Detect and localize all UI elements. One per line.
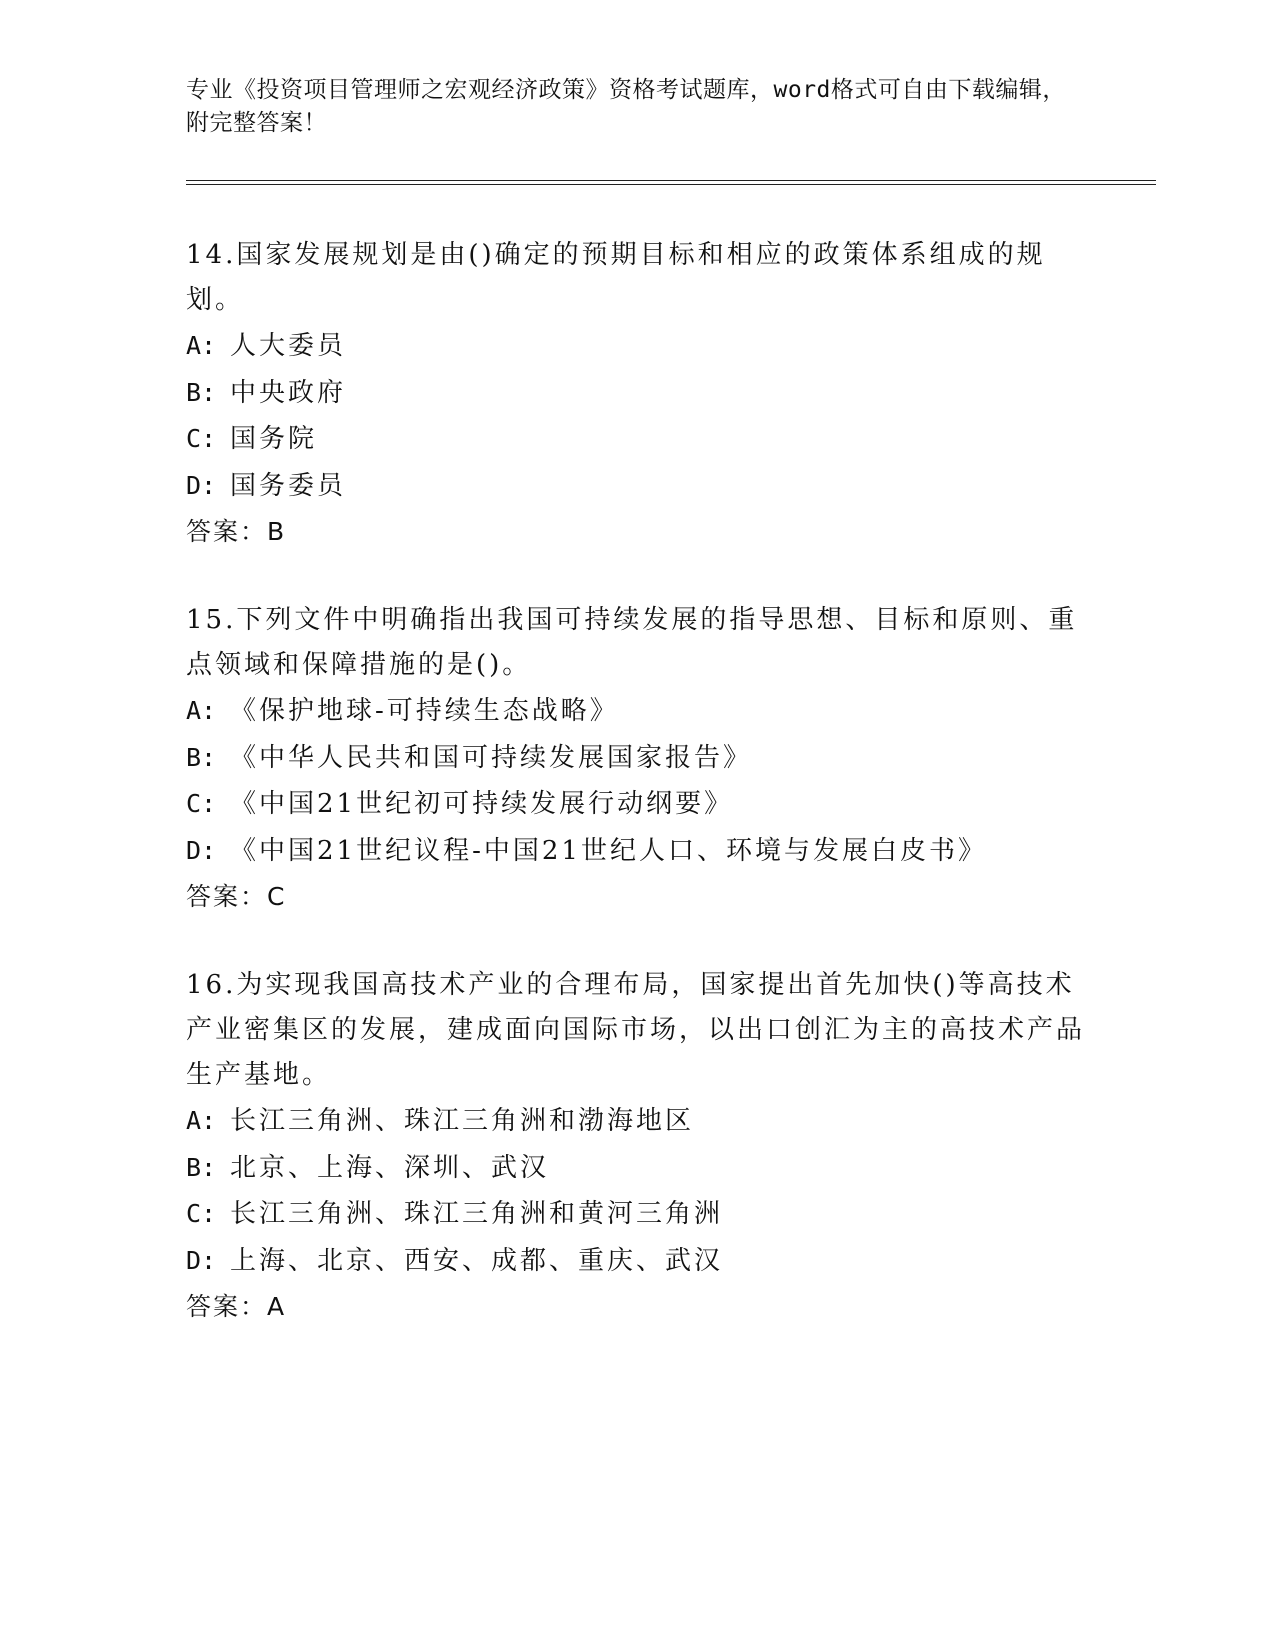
- option-c: [186, 1191, 1086, 1238]
- document-header: 专业《投资项目管理师之宏观经济政策》资格考试题库，word格式可自由下载编辑，附完整答案！: [186, 77, 1066, 136]
- option-letter: A:: [186, 331, 217, 360]
- option-d: [186, 828, 1086, 875]
- option-letter: D:: [186, 1245, 217, 1275]
- option-c: [186, 781, 1086, 828]
- question-16: [186, 963, 1086, 1329]
- question-stem: 16.为实现我国高技术产业的合理布局，国家提出首先加快()等高技术产业密集区的发展，建成面向国际市场，以出口创汇为主的高技术产品生产基地。: [186, 970, 1086, 1090]
- option-a: [186, 323, 1086, 370]
- option-text: 长江三角洲、珠江三角洲和渤海地区: [230, 1106, 695, 1136]
- option-letter: A:: [186, 1106, 217, 1135]
- option-d: [186, 1238, 1086, 1285]
- header-divider-top: [186, 180, 1156, 181]
- option-text: 《中国21世纪初可持续发展行动纲要》: [230, 789, 734, 819]
- option-letter: C:: [186, 424, 217, 453]
- option-letter: B:: [186, 742, 217, 772]
- option-text: 长江三角洲、珠江三角洲和黄河三角洲: [230, 1199, 724, 1229]
- option-text: 上海、北京、西安、成都、重庆、武汉: [230, 1245, 724, 1276]
- option-a: [186, 1098, 1086, 1145]
- option-text: 人大委员: [230, 331, 347, 361]
- option-letter: D:: [186, 470, 217, 500]
- question-14: [186, 233, 1086, 554]
- option-a: [186, 688, 1086, 735]
- option-letter: B:: [186, 377, 217, 407]
- option-b: [186, 370, 1086, 417]
- option-text: 《中国21世纪议程-中国21世纪人口、环境与发展白皮书》: [230, 835, 987, 866]
- option-letter: D:: [186, 835, 217, 865]
- option-list: [186, 1098, 1086, 1284]
- option-letter: C:: [186, 789, 217, 818]
- question-stem: 15.下列文件中明确指出我国可持续发展的指导思想、目标和原则、重点领域和保障措施的是()。: [186, 605, 1078, 680]
- option-letter: A:: [186, 696, 217, 725]
- answer-line: 答案：B: [186, 517, 287, 546]
- option-text: 《保护地球-可持续生态战略》: [230, 696, 619, 726]
- option-list: [186, 688, 1086, 874]
- option-text: 中央政府: [230, 377, 347, 408]
- option-text: 国务院: [230, 424, 318, 454]
- option-letter: B:: [186, 1152, 217, 1182]
- header-divider-bottom: [186, 184, 1156, 185]
- question-stem: 14.国家发展规划是由()确定的预期目标和相应的政策体系组成的规划。: [186, 240, 1046, 315]
- option-c: [186, 416, 1086, 463]
- option-text: 北京、上海、深圳、武汉: [230, 1152, 550, 1183]
- option-b: [186, 735, 1086, 782]
- option-d: [186, 463, 1086, 510]
- answer-line: 答案：A: [186, 1292, 287, 1321]
- option-b: [186, 1145, 1086, 1192]
- option-text: 国务委员: [230, 470, 347, 501]
- option-text: 《中华人民共和国可持续发展国家报告》: [230, 742, 753, 773]
- question-15: [186, 598, 1086, 919]
- option-list: [186, 323, 1086, 509]
- answer-line: 答案：C: [186, 882, 287, 911]
- option-letter: C:: [186, 1199, 217, 1228]
